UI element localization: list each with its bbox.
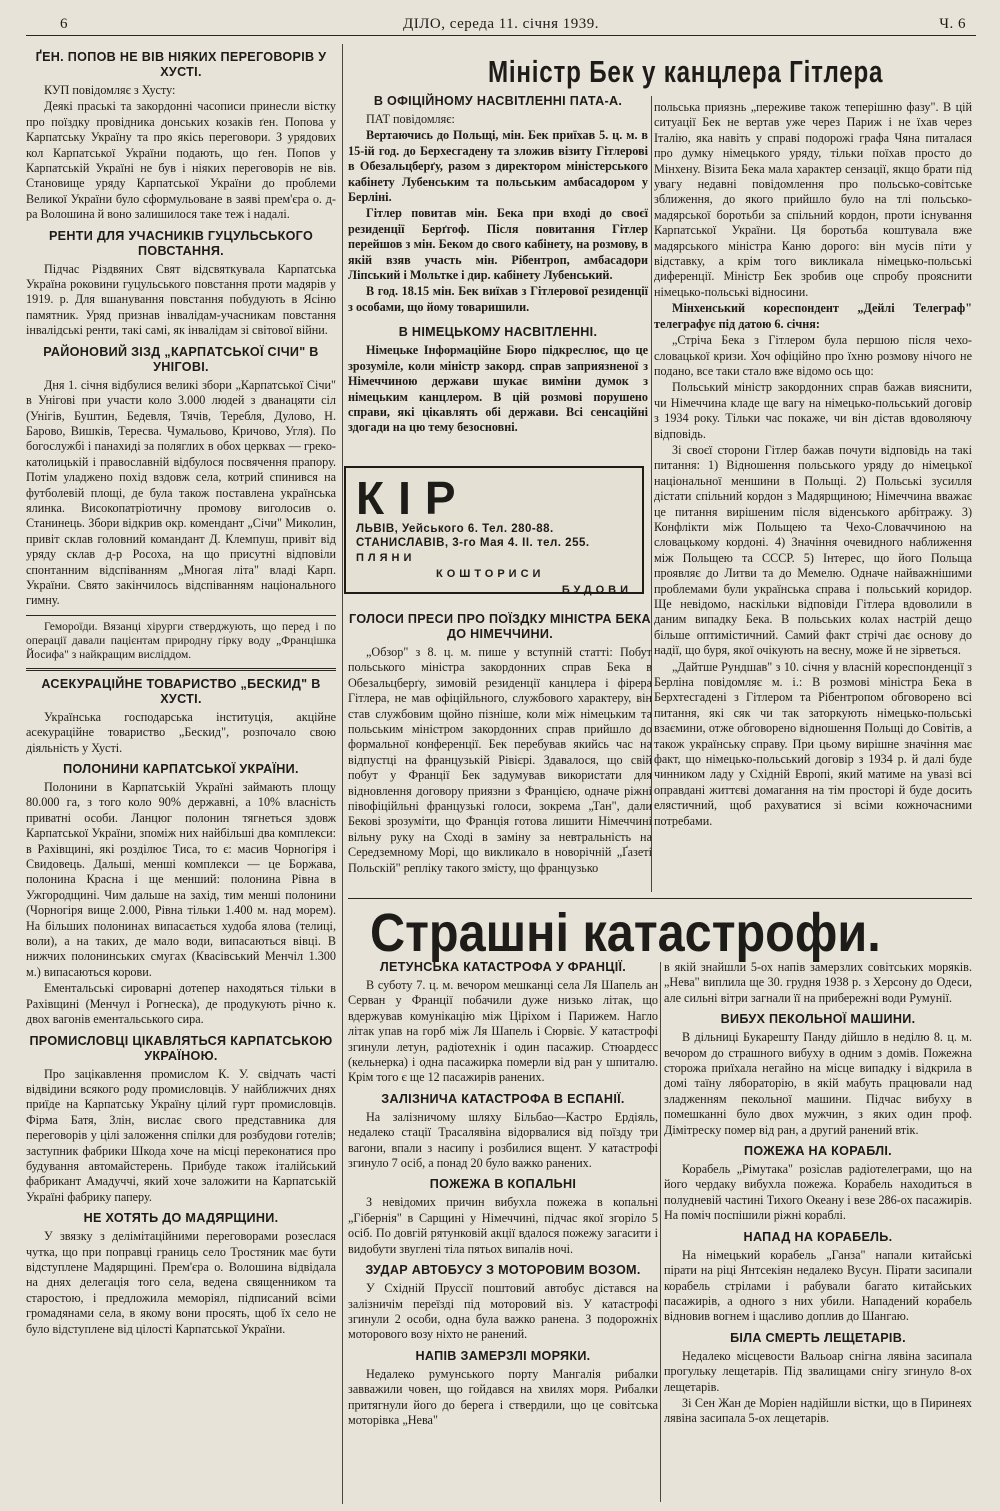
article-text: „Стріча Бека з Гітлером була першою після чехо-словацької кризи. Хоч офіційно про їхню розмову нічого не подано, все таки стало вже відомо ось що: xyxy=(654,333,972,378)
ad-brand: КІР xyxy=(356,472,470,524)
article-heading: РЕНТИ ДЛЯ УЧАСНИКІВ ГУЦУЛЬСЬКОГО ПОВСТАННЯ. xyxy=(48,228,314,258)
article-heading: НЕ ХОТЯТЬ ДО МАДЯРЩИНИ. xyxy=(83,1211,279,1226)
divider xyxy=(26,668,336,671)
article-text: Гітлер повитав мін. Бека при вході до своєї резиденції Берґгоф. Після повитання Гітлер перейшов з мін. Беком до свого кабінету, на розмову, в якій взяв участь мін. Рібентроп, амбасадори Ліпський і Мольтке і дир. кабінету Лубенський. xyxy=(348,206,648,283)
article-text: ПАТ повідомляє: xyxy=(366,112,455,126)
article-text: Зі своєї сторони Гітлер бажав почути відповідь на такі питання: 1) Відношення польського уряду до німецької національної меншини в Польщі. 2) Польські зусилля дістати спільний кордон з Мадярщиною; Німеччина вважає це питання вирішеним після віденського арбітражу. 3) Конфлікти між Польщею та Чехо-Словаччиною на словацькому кордоні. 4) Значіння очевидного наближення між Польщею та СССР. 5) Інтерес, що його Польща проявляє до Литви та до Мемелю. Одначе найважнішими проблемами були українська справа і польський коридор. Ще невідомо, наскільки відповіди Гітлера вдоволили в даним випадку Бека. В польських колах настрій дещо більше оптимістичний. Самий факт стрічі дає основу до надії, що буря, якої очікують на весну, може й не зірветься. xyxy=(654,442,972,658)
article-heading: БІЛА СМЕРТЬ ЛЕЩЕТАРІВ. xyxy=(730,1330,906,1345)
article-text: Мінхенський кореспондент „Дейлі Телеграф" телеграфує під датою 6. січня: xyxy=(654,301,972,331)
ad-service-estimates: КОШТОРИСИ xyxy=(436,568,545,580)
middle-lower-column xyxy=(348,612,652,877)
article-text: Ементальські сироварні дотепер находяться тільки в Рахівщині (Менчул і Рогнеска), де продукують річно к. двох вагонів ементальського сира. xyxy=(26,981,336,1027)
article-heading: ЗАЛІЗНИЧА КАТАСТРОФА В ЕСПАНІЇ. xyxy=(381,1091,625,1106)
article-text: На німецький корабель „Ганза" напали китайські пірати на ріці Янтсекіян недалеко Вусун. Пірати засипали корабель стрілами і рабували багато китайських пасажирів, а одного з них убили. Нападений корабель відновив вогнем і щасливо доплив до Шангаю. xyxy=(664,1247,972,1324)
article-heading: ЛЕТУНСЬКА КАТАСТРОФА У ФРАНЦІЇ. xyxy=(379,960,627,974)
article-text: Зі Сен Жан де Моріен надійшли вістки, що в Пиринеях лявіна засипала 5-ох лещетарів. xyxy=(664,1395,972,1426)
article-heading: ЗУДАР АВТОБУСУ З МОТОРОВИМ ВОЗОМ. xyxy=(365,1263,641,1278)
article-text: У Східній Пруссії поштовий автобус дістався на залізничім переїзді під моторовий віз. У катастрофі згинули 2 особи, одна була важко ранена. З подорожніх моторового возу ніхто не ранений. xyxy=(348,1281,658,1342)
article-heading: ВИБУХ ПЕКОЛЬНОЇ МАШИНИ. xyxy=(720,1012,916,1027)
masthead xyxy=(26,14,976,36)
article-text: Польський міністр закордонних справ бажав вияснити, чи Німеччина кладе ще вагу на німецько-польський договір з 1934 року. Тільки час покаже, чи він дістав вдоволяючу відповідь. xyxy=(654,380,972,441)
article-text: В дільниці Букарешту Панду дійшло в неділю 8. ц. м. вечором до страшного вибуху в одним з домів. Пожежна сторожа приїхала негайно на місце випадку і відкрила в домі таїну лябораторію, в якій мабуть працювали над зладженням пекольної машини. Підчас вибуху в помешканні було двох мужчин, з яких один проф. Дімітреску помер від ран, а другий ранений втік. xyxy=(664,1030,972,1137)
page-number: 6 xyxy=(60,16,68,32)
article-text: Підчас Різдвяних Свят відсвяткувала Карпатська Україна роковини гуцульського повстання проти мадярів у 1919. р. Для вшанування повстання побудують в Ясіню памятник. Уряд признав інвалідам-учасникам повстання інвалідські ренти, такі самі, як інвалідам зі світової війни. xyxy=(26,261,336,338)
article-text: КУП повідомляє з Хусту: xyxy=(44,83,176,97)
divider xyxy=(348,898,972,899)
article-text: Німецьке Інформаційне Бюро підкреслює, що це зрозуміле, коли міністр закорд. справ заприязненої з Німеччиною держави шукає виміни думок з німецьким канцлером. В цій розмові порушено справи, які цікавлять обі держави. Всі сенсаційні здогади на цю тему безосновні. xyxy=(348,343,648,435)
article-text: польська приязнь „переживе також теперішню фазу". В цій ситуації Бек не вертав уже через Париж і не їхав через Італію, яка навіть у справі подорожі графа Чяна питалася про думку німецького уряду, тільки поїхав просто до Мінхену. Візита Бека мала характер сензації, якщо брати під увагу недавні повідомлення про польсько-совітське зближення, до якого прийшло було на тлі польсько-мадярської боротьби за спільний кордон, проти існування Карпатської України. Ця боротьба коштувала вже мадярського міністра Каню дорого: він мусів піти у відставку, а крім того викликала німецько-польські диференції. Міністр Бек зробив оце спробу прояснити німецько-польські відносини. xyxy=(654,100,972,299)
divider xyxy=(26,615,336,616)
article-heading: В НІМЕЦЬКОМУ НАСВІТЛЕННІ. xyxy=(398,325,598,340)
article-text: Корабель „Рімутака" розіслав радіотелеграми, що на його чердаку вибухла пожежа. Корабель находиться в полудневій частині Тихого Океану і везе 286-ох пасажирів. На поміч поспішили ріжні кораблі. xyxy=(664,1162,972,1223)
newspaper-title: ДІЛО, середа 11. січня 1939. xyxy=(403,16,599,32)
article-text: З невідомих причин вибухла пожежа в копальні „Гібернія" в Сарщині у Німеччині, підчас якої згоріло 5 осіб. По довгій рятунковій акції вдалося пожежу загасити і видобути звуглені тіла пятьох випалів ночі. xyxy=(348,1195,658,1256)
article-heading: НАПІВ ЗАМЕРЗЛІ МОРЯКИ. xyxy=(415,1348,591,1363)
article-heading: ПОЖЕЖА В КОПАЛЬНІ xyxy=(429,1177,577,1192)
article-heading: ПОЛОНИНИ КАРПАТСЬКОЇ УКРАЇНИ. xyxy=(63,762,299,776)
middle-column xyxy=(348,92,648,437)
article-text: Українська господарська інституція, акційне асекураційне товариство „Бескид", розпочало свою діяльність у Хусті. xyxy=(26,709,336,755)
disasters-right-column xyxy=(664,960,972,1428)
article-text: „Дайтше Рундшав" з 10. січня у власній кореспонденції з Берліна повідомляє м. і.: В розмові міністра Бека в Берхтесгадені з Гітлером та Рібентропом обговорено всі питання, які сяк чи так заторкують німецько-польські взаємини, отже обговорено відношення Польщі до Совітів, а також українську справу. При цьому вирішне значіння має факт, що німецько-польський договір з 1934 р. й далі буде чинником ладу у Східній Европі, який матиме на увазі всі оправдані життєві домагання на тім просторі й буде досить елястичний, щоб рахуватися зі всіми кожночасними потребами. xyxy=(654,659,972,828)
article-text: На залізничому шляху Більбао—Кастро Ердіяль, недалеко стації Трасалявіна відорвалися від поїзду три вагони, впали з насипу і розбилися вщент. У катастрофі згинуло 7 осіб, а понад 20 було важко ранених. xyxy=(348,1109,658,1171)
advertisement-notice: Гемороїди. Вязанці хірурги стверджують, що перед і по операції давали пацієнтам природну гірку воду „Францішка Йосифа" з найкращим висліддом. xyxy=(26,620,336,661)
article-text: Деякі праські та закордонні часописи принесли вістку про поїздку провідника донських козаків ґен. Попова у Карпатську Україну та про якісь переговори. З урядових кол Карпатської України подають, що ґен. Попов у Карпатській Україні не був і ніяких переговорів не вів. Становище уряду Карпатської України до проблеми Великої України було сформульоване в заяві прем'єра о. д-ра Волошина й воно залишилося таке теж і надалі. xyxy=(26,99,336,222)
article-heading: ҐЕН. ПОПОВ НЕ ВІВ НІЯКИХ ПЕРЕГОВОРІВ У ХУСТІ. xyxy=(35,50,327,79)
disasters-left-column xyxy=(348,960,658,1429)
article-text: В год. 18.15 мін. Бек виїхав з Гітлерової резиденції з особами, що йому товаришили. xyxy=(348,284,648,314)
article-heading: ПРОМИСЛОВЦІ ЦІКАВЛЯТЬСЯ КАРПАТСЬКОЮ УКРАЇНОЮ. xyxy=(29,1033,333,1063)
kir-advertisement xyxy=(344,466,644,594)
article-heading: НАПАД НА КОРАБЕЛЬ. xyxy=(743,1229,893,1244)
article-heading: ПОЖЕЖА НА КОРАБЛІ. xyxy=(744,1144,892,1159)
issue-number: Ч. 6 xyxy=(939,16,966,32)
article-heading: АСЕКУРАЦІЙНЕ ТОВАРИСТВО „БЕСКИД" В ХУСТІ. xyxy=(41,676,321,706)
ad-service-plans: ПЛЯНИ xyxy=(356,552,416,564)
article-text: Вертаючись до Польщі, мін. Бек приїхав 5. ц. м. в 15-ій год. до Берхесгадену та зложив візиту Гітлерові в Обезальцберґу, разом з директором міністерського кабінету Лубенським та польським амбасадором у Берліні. xyxy=(348,128,648,205)
ad-service-construction: БУДОВИ xyxy=(561,584,632,596)
article-text: в якій знайшли 5-ох напів замерзлих совітських моряків. „Нева" виплила ще 30. грудня 1938 р. з Херсону до Одеси, але сильні вітри загнали її на прибережні води Румунії. xyxy=(664,960,972,1005)
article-text: У звязку з делімітаційними переговорами розеслася чутка, що при поправці границь село Тростяник має бути відступлене Мадярщині. Прем'єра о. Волошина відвідала на днях делегація того села, ведена священником та старостою, і предложила меморіял, підписаний всіми громадянами села, в якому вони просять, щоб їх село не було відступлене від цілості Карпатської України. xyxy=(26,1229,336,1336)
article-heading: ГОЛОСИ ПРЕСИ ПРО ПОЇЗДКУ МІНІСТРА БЕКА ДО НІМЕЧЧИНИ. xyxy=(349,612,651,641)
article-text: В суботу 7. ц. м. вечором мешканці села Ля Шапель ан Серван у Франції побачили дуже низько літак, що вдержував комунікацію між Ціріхом і Парижем. Нагло літак упав на горб між Ля Шапель і Сюрвіє. У катастрофі згинули летун, радіотехнік і один пасажир. Стюардесс (кельнерка) і одна пасажирка померли від ран у шпиталю. Крім того є ще 12 пасажирів ранених. xyxy=(348,978,658,1085)
article-text: Про зацікавлення промислом К. У. свідчать часті відвідини всякого роду промисловців. У найближчих днях приїде на Карпатську Україну цілий гурт промисловців. Фірма Батя, Злін, вислає свого представника для переговорів у цілі заложення спілки для розбудови готелів; заступник фабрики Шкода хоче на місці переконатися про будування автомайстерень. Прибуде також італійський фабрикант Амадуччі, який хоче заложити на Карпатській Україні фабрику паперу. xyxy=(26,1066,336,1204)
article-text: „Обзор" з 8. ц. м. пише у вступній статті: Побут польського міністра закордонних справ Бека в Обезальцберґу, зимовій резиденції канцлера і фірера Гітлера, не мав офіційльного, службового характеру, він став службовим щойно пізніше, коли між німецьким та польським міністром закордонних справ прийшло до формальної конференції. Бек перебував якийсь час на відпустці на французькій Рівієрі. Здавалося, що свій побут у Франції Бек задумував використати для відновлення договору приязни з Францією, одначе ріжні півофіційльні французькі голоси, зокрема „Тан", дали Бекові зрозуміти, що Франція готова лишити Німеччині вільну руку на Сході в заміну за невтральність на Середземному Морі, що викликало в новорічній „Ґазеті Польскій" репліку такого змісту, що французько xyxy=(348,645,652,875)
column-rule xyxy=(660,962,661,1502)
article-heading: В ОФІЦІЙНОМУ НАСВІТЛЕННІ ПАТА-А. xyxy=(373,94,623,108)
column-rule xyxy=(342,44,343,1504)
article-text: Недалеко місцевости Вальоар снігна лявіна засипала прогульку лещетарів. Під звалищами снігу згинуло 8-ох лещетарів. xyxy=(664,1348,972,1394)
article-heading: РАЙОНОВИЙ ЗІЗД „КАРПАТСЬКОЇ СІЧИ" В УНІГОВІ. xyxy=(43,344,319,374)
article-text: Дня 1. січня відбулися великі збори „Карпатської Січи" в Унігові при участи коло 3.000 людей з дванацяти сіл (Унігів, Буштин, Бедевля, Тячів, Теребля, Дулово, Н. Барово, Вишків, Тересва. Чумальово, Кричово, Угля). По богослужбі і панахиді за поляглих в обох церквах — греко-католицькій і православній відбулося посвячення прапору. Потім уладжено похід вздовж села, котрий спинився на футболевій площі, де була також поставлена українська ялинка. Високопатріотичну промову виголосив о. Станинець. Збори відкрив окр. комендант „Січи" Миколин, привіт склав головний командант Д. Клемпуш, привіт від уряду склав д-р Росоха, на що присутні відповіли спонтанним відспіванням „Многая літа" владі Карп. України. Свято закінчилось відспіванням національного гимну. xyxy=(26,377,336,608)
disasters-headline: Страшні катастрофи. xyxy=(370,903,881,963)
left-column xyxy=(26,50,336,1338)
ad-address-stanyslaviv: СТАНИСЛАВІВ, 3-го Мая 4. II. тел. 255. xyxy=(356,537,590,549)
ad-address-lviv: ЛЬВІВ, Уейського 6. Тел. 280-88. xyxy=(356,523,554,535)
feature-headline: Міністр Бек у канцлера Гітлера xyxy=(488,54,884,89)
right-column xyxy=(654,100,972,830)
article-text: Недалеко румунського порту Мангалія рибалки завважили човен, що гойдався на хвилях моря. Рибалки притягнули його до берега і ствердили, що це совітська моторівка „Нева" xyxy=(348,1366,658,1427)
article-text: Полонини в Карпатській Україні займають площу 80.000 га, з того коло 90% державні, а 10% власність приватні особи. Ланцюг полонин тягнеться здовж Карпатської України, зпоміж них найбільші два комплекси: в Рахівщині, які розділює Тиса, то є: масив Чорногіря і Свидовець. Дальші, менші комплекси — це Боржава, полонина Красна і ще менший: полонина Рівна в Ужгородщині. Чим дальше на захід, тим менші полонини (Чорногіря вище 2.000, Рівна тільки 1.400 м. над морем). На більших полонинах випасається худоба ялова (телиці, воли), а на таких, де мало води, випасаються вівці. В нижчих полонинських смугах (Квасівський Менчіл 1.300 м.) випасаються корови. xyxy=(26,780,336,979)
